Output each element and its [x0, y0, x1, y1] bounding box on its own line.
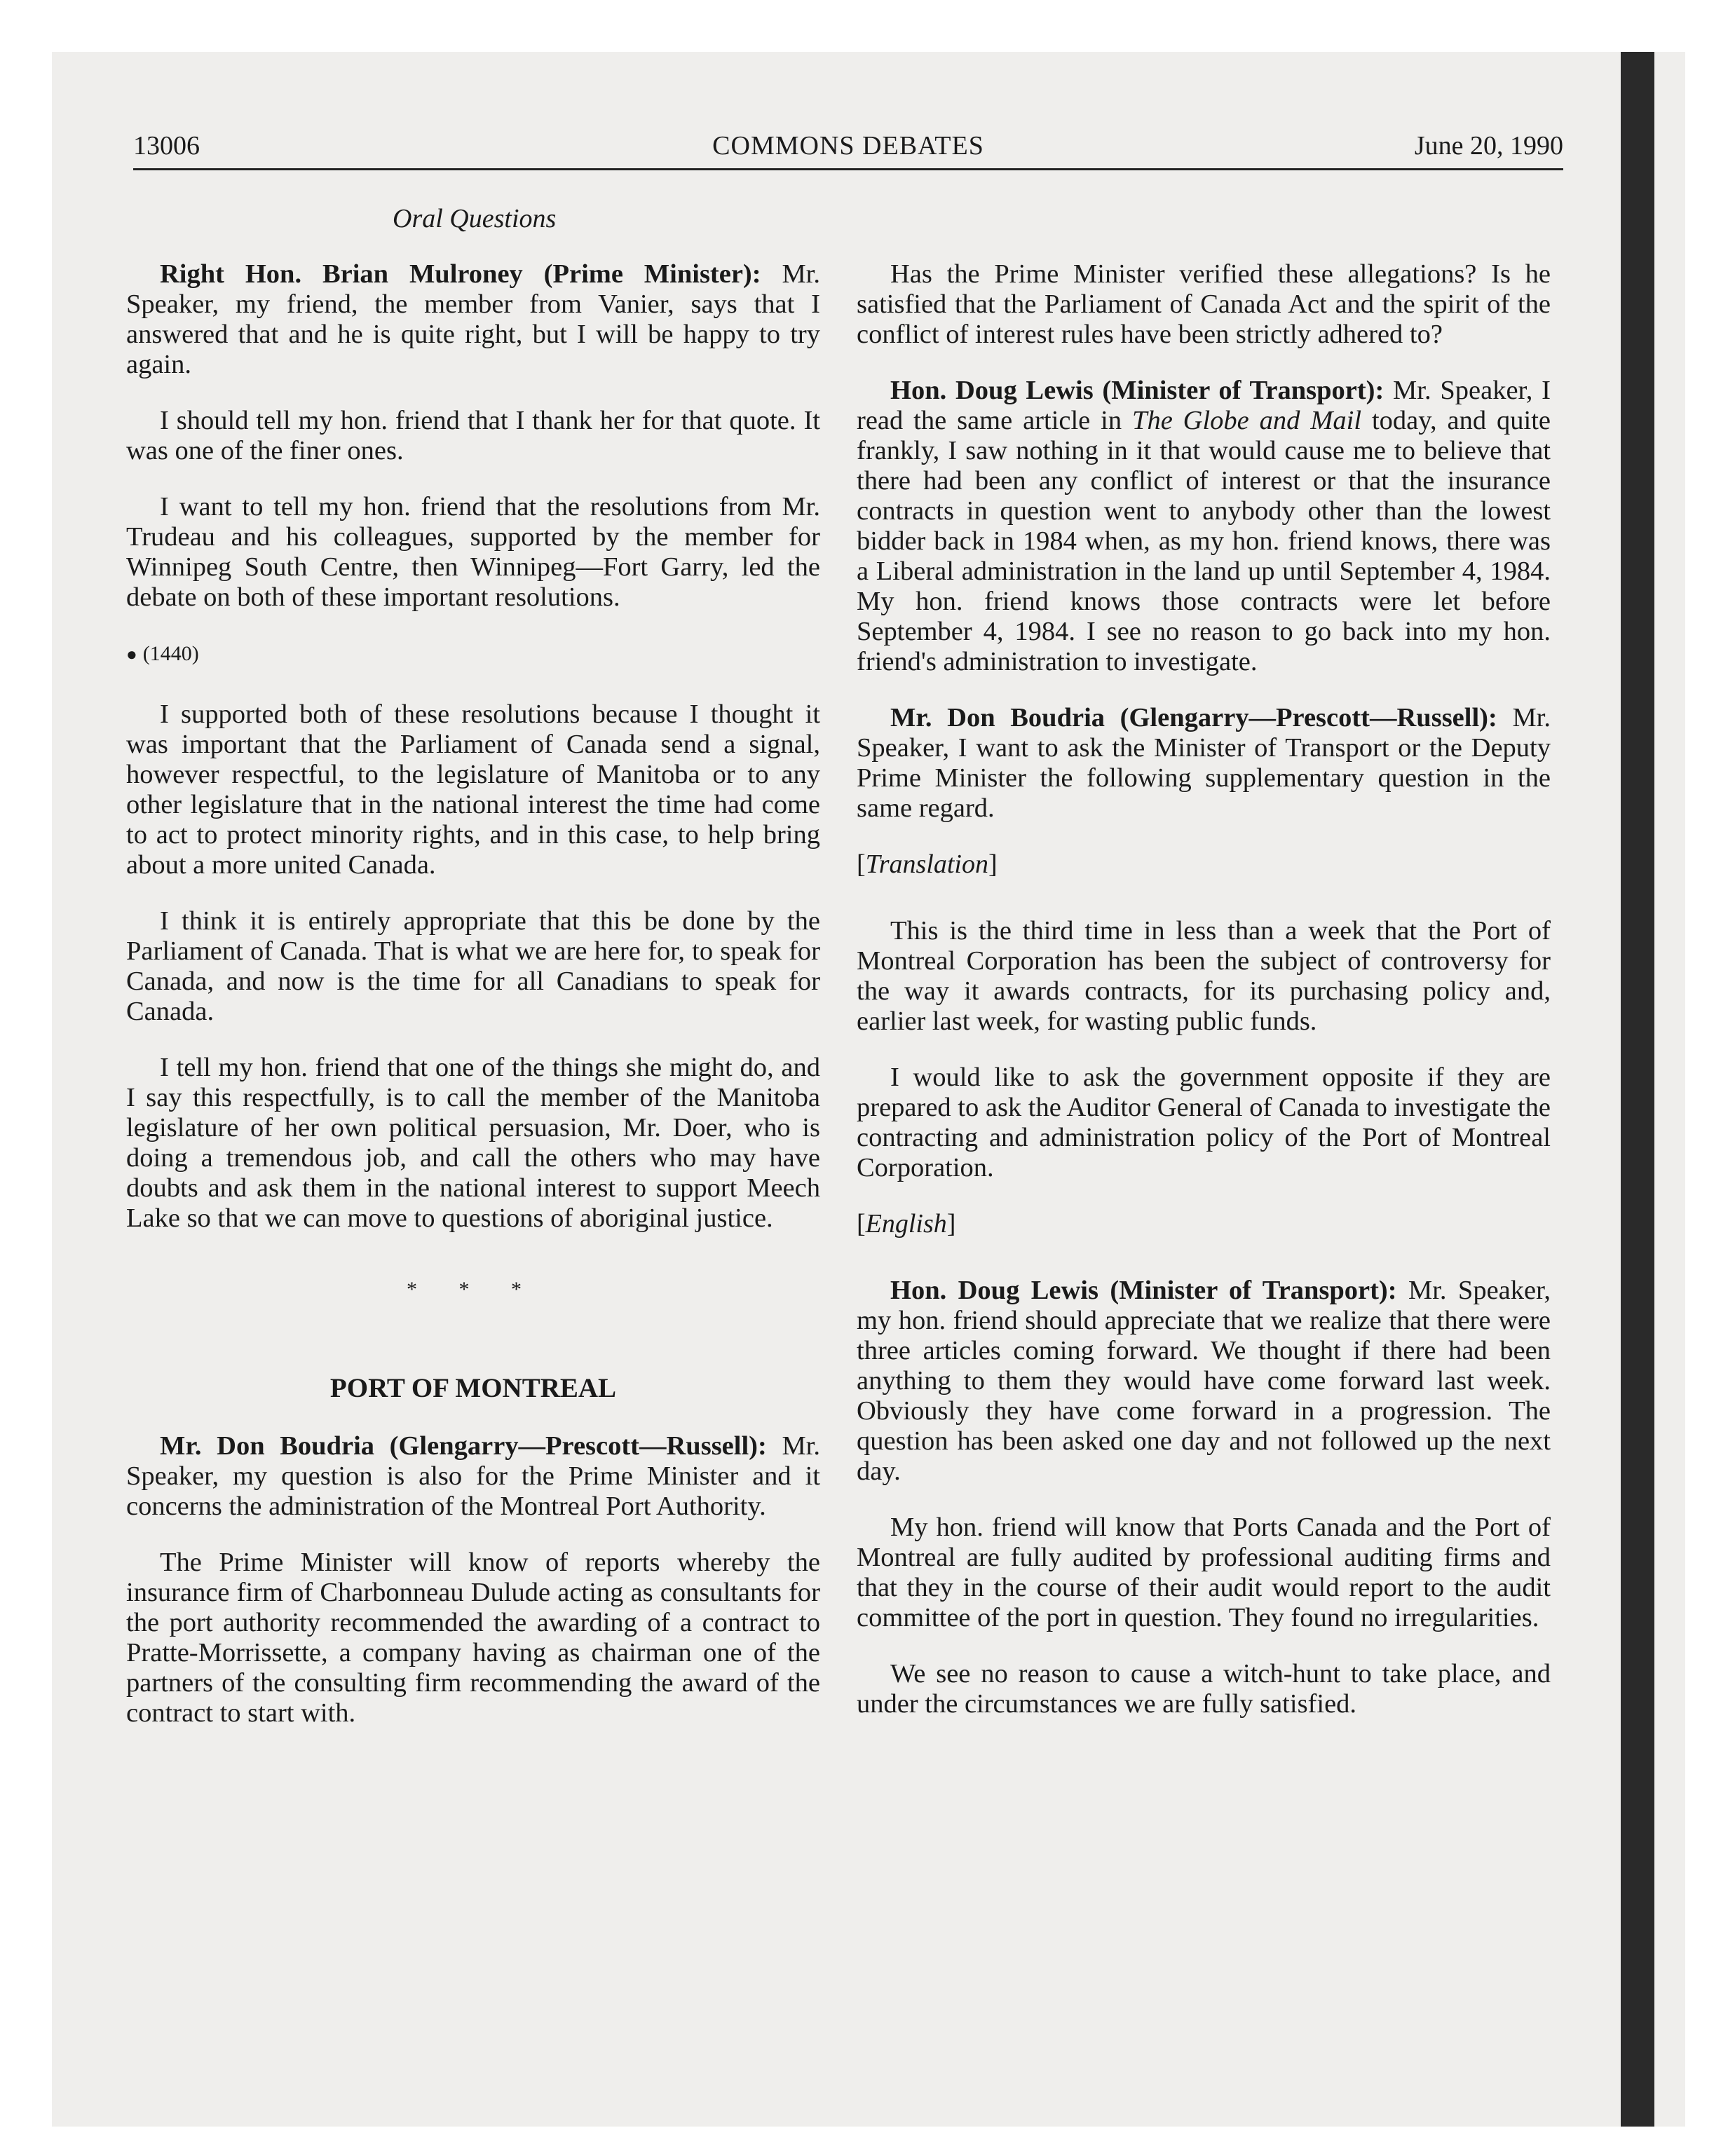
- right-column: [857, 259, 1551, 1745]
- paragraph-text: today, and quite frankly, I saw nothing in it that would cause me to believe that there had been any conflict of interest or that the insurance contracts in question went to anybody other than the lowest bidder back in 1984 when, as my hon. friend knows, there was a Liberal administration in the land up until September 4, 1984. My hon. friend knows those contracts were let before September 4, 1984. I see no reason to go back into my hon. friend's administration to investigate.: [857, 406, 1551, 676]
- paragraph: [857, 1276, 1551, 1487]
- language-tag-english: [English]: [857, 1209, 956, 1239]
- speaker-name: Mr. Don Boudria (Glengarry—Prescott—Russell):: [160, 1431, 767, 1461]
- paragraph: My hon. friend will know that Ports Canada and the Port of Montreal are fully audited by professional auditing firms and that they in the course of their audit would report to the audit committee of the port in question. They found no irregularities.: [857, 1513, 1551, 1632]
- paragraph: [857, 376, 1551, 677]
- paragraph: I want to tell my hon. friend that the resolutions from Mr. Trudeau and his colleagues, supported by the member for Winnipeg South Centre, then Winnipeg—Fort Garry, led the debate on both of these important resolutions.: [126, 492, 820, 612]
- paragraph: This is the third time in less than a week that the Port of Montreal Corporation has been the subject of controversy for the way it awards contracts, for its purchasing policy and, earlier last week, for wasting public funds.: [857, 916, 1551, 1036]
- speaker-name: Hon. Doug Lewis (Minister of Transport):: [890, 1276, 1397, 1305]
- speaker-name: Mr. Don Boudria (Glengarry—Prescott—Russell):: [890, 703, 1497, 732]
- bullet-icon: ●: [126, 644, 137, 664]
- paragraph: [857, 703, 1551, 824]
- paragraph: I tell my hon. friend that one of the things she might do, and I say this respectfully, is to call the member of the Manitoba legislature of her own political persuasion, Mr. Doer, who is doing a tremendous job, and call the others who may have doubts and ask them in the national interest to support Meech Lake so that we can move to questions of aboriginal justice.: [126, 1053, 820, 1233]
- publication-date: June 20, 1990: [1414, 131, 1563, 161]
- speaker-name: Hon. Doug Lewis (Minister of Transport):: [890, 376, 1384, 405]
- section-separator: * * *: [407, 1278, 540, 1301]
- paragraph-text: Mr. Speaker, I want to ask the Minister of Transport or the Deputy Prime Minister the following supplementary question in the same regard.: [857, 703, 1551, 823]
- speaker-name: Right Hon. Brian Mulroney (Prime Minister):: [160, 259, 761, 289]
- header-rule: [133, 168, 1563, 170]
- newspaper-title: The Globe and Mail: [1132, 406, 1362, 435]
- paragraph-text: Mr. Speaker, my question is also for the Prime Minister and it concerns the administration of the Montreal Port Authority.: [126, 1431, 820, 1521]
- time-marker: [126, 639, 820, 669]
- paragraph: I think it is entirely appropriate that this be done by the Parliament of Canada. That is what we are here for, to speak for Canada, and now is the time for all Canadians to speak for Canada.: [126, 906, 820, 1026]
- paragraph-text: Mr. Speaker, I read the same article in: [857, 376, 1551, 435]
- paragraph: I supported both of these resolutions because I thought it was important that the Parliament of Canada send a signal, however respectful, to the legislature of Manitoba or to any other legislature that in the national interest the time had come to act to protect minority rights, and in this case, to help bring about a more united Canada.: [126, 700, 820, 880]
- left-column: [126, 259, 820, 1754]
- language-tag-text: Translation: [865, 850, 988, 879]
- paragraph: We see no reason to cause a witch-hunt to take place, and under the circumstances we are fully satisfied.: [857, 1659, 1551, 1719]
- paragraph: [126, 1431, 820, 1522]
- paragraph: [126, 259, 820, 380]
- publication-title: COMMONS DEBATES: [712, 131, 984, 161]
- section-title: PORT OF MONTREAL: [329, 1373, 617, 1403]
- running-head: Oral Questions: [393, 204, 557, 233]
- scan-edge-bar: [1621, 52, 1654, 2127]
- paragraph: The Prime Minister will know of reports whereby the insurance firm of Charbonneau Dulude acting as consultants for the port authority recommended the awarding of a contract to Pratte-Morrissette, a company having as chairman one of the partners of the consulting firm recommending the award of the contract to start with.: [126, 1548, 820, 1728]
- paragraph: I would like to ask the government opposite if they are prepared to ask the Auditor General of Canada to investigate the contracting and administration policy of the Port of Montreal Corporation.: [857, 1063, 1551, 1182]
- paragraph: I should tell my hon. friend that I thank her for that quote. It was one of the finer ones.: [126, 406, 820, 465]
- paragraph-text: Mr. Speaker, my hon. friend should appreciate that we realize that there were three articles coming forward. We thought if there had been anything to them they would have come forward last week. Obviously they have come forward in a progression. The question has been asked one day and not followed up the next day.: [857, 1276, 1551, 1486]
- time-marker-text: (1440): [142, 642, 199, 665]
- paragraph-text: Mr. Speaker, my friend, the member from Vanier, says that I answered that and he is quite right, but I will be happy to try again.: [126, 259, 820, 379]
- page-header: [133, 130, 1563, 165]
- language-tag-translation: [Translation]: [857, 850, 998, 879]
- language-tag-text: English: [865, 1209, 947, 1239]
- page-number: 13006: [133, 131, 200, 161]
- paragraph: Has the Prime Minister verified these allegations? Is he satisfied that the Parliament of Canada Act and the spirit of the conflict of interest rules have been strictly adhered to?: [857, 259, 1551, 349]
